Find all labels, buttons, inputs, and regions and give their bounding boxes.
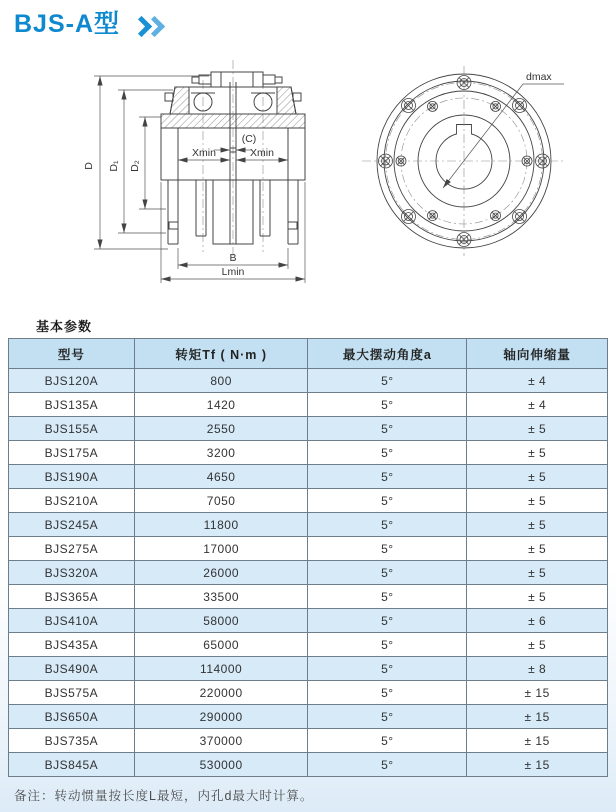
centerlines: [203, 60, 263, 264]
cell-torque: 370000: [134, 729, 308, 753]
double-right-chevron-icon: [134, 19, 160, 34]
cell-axial-expansion: ± 5: [467, 537, 608, 561]
dim-label-dmax: dmax: [526, 71, 552, 83]
dim-label-D: D: [83, 162, 95, 170]
cell-max-swing-angle: 5°: [308, 633, 467, 657]
cell-max-swing-angle: 5°: [308, 489, 467, 513]
cell-torque: 7050: [134, 489, 308, 513]
cell-max-swing-angle: 5°: [308, 441, 467, 465]
cell-max-swing-angle: 5°: [308, 753, 467, 777]
cell-torque: 290000: [134, 705, 308, 729]
cell-axial-expansion: ± 5: [467, 465, 608, 489]
table-row: [9, 753, 608, 777]
cell-max-swing-angle: 5°: [308, 657, 467, 681]
cell-model: BJS175A: [9, 441, 135, 465]
cell-axial-expansion: ± 5: [467, 633, 608, 657]
cell-axial-expansion: ± 5: [467, 561, 608, 585]
table-row: [9, 393, 608, 417]
cell-model: BJS320A: [9, 561, 135, 585]
table-row: [9, 537, 608, 561]
table-header-row: [9, 339, 608, 369]
cell-max-swing-angle: 5°: [308, 537, 467, 561]
cell-torque: 3200: [134, 441, 308, 465]
header-torque: 转矩Tf ( N·m ): [134, 339, 308, 369]
dim-label-D1: D₁: [108, 160, 120, 172]
dim-label-lmin: Lmin: [221, 266, 245, 278]
cell-torque: 4650: [134, 465, 308, 489]
cell-max-swing-angle: 5°: [308, 681, 467, 705]
cell-axial-expansion: ± 15: [467, 729, 608, 753]
parameters-table: [8, 338, 608, 777]
table-row: [9, 609, 608, 633]
page-header: [14, 8, 160, 40]
table-row: [9, 513, 608, 537]
cell-axial-expansion: ± 8: [467, 657, 608, 681]
cell-torque: 33500: [134, 585, 308, 609]
dim-label-D2: D₂: [129, 160, 141, 172]
cell-torque: 11800: [134, 513, 308, 537]
dim-label-c: (C): [241, 133, 257, 145]
table-row: [9, 489, 608, 513]
table-row: [9, 681, 608, 705]
dimension-labels: [83, 133, 274, 278]
cell-model: BJS190A: [9, 465, 135, 489]
cell-torque: 2550: [134, 417, 308, 441]
header-axial-expansion: 轴向伸缩量: [467, 339, 608, 369]
cell-torque: 114000: [134, 657, 308, 681]
cell-max-swing-angle: 5°: [308, 585, 467, 609]
table-row: [9, 729, 608, 753]
cell-axial-expansion: ± 5: [467, 489, 608, 513]
cell-model: BJS365A: [9, 585, 135, 609]
cell-model: BJS135A: [9, 393, 135, 417]
cell-model: BJS575A: [9, 681, 135, 705]
cell-axial-expansion: ± 4: [467, 393, 608, 417]
dim-label-xmin-right: Xmin: [250, 147, 274, 159]
cell-axial-expansion: ± 5: [467, 441, 608, 465]
page-title: BJS-A型: [14, 10, 121, 38]
cell-model: BJS275A: [9, 537, 135, 561]
chevron-right-icon: [144, 15, 165, 36]
cell-torque: 1420: [134, 393, 308, 417]
cell-max-swing-angle: 5°: [308, 369, 467, 393]
cell-torque: 26000: [134, 561, 308, 585]
table-row: [9, 441, 608, 465]
cell-model: BJS435A: [9, 633, 135, 657]
coupling-front-view: [350, 52, 610, 302]
cell-axial-expansion: ± 15: [467, 681, 608, 705]
cell-axial-expansion: ± 5: [467, 417, 608, 441]
cell-max-swing-angle: 5°: [308, 417, 467, 441]
cell-model: BJS120A: [9, 369, 135, 393]
cell-model: BJS245A: [9, 513, 135, 537]
header-model: 型号: [9, 339, 135, 369]
cell-model: BJS210A: [9, 489, 135, 513]
cell-max-swing-angle: 5°: [308, 729, 467, 753]
cell-model: BJS410A: [9, 609, 135, 633]
table-row: [9, 633, 608, 657]
cell-max-swing-angle: 5°: [308, 561, 467, 585]
cell-axial-expansion: ± 6: [467, 609, 608, 633]
coupling-section-view: [28, 52, 320, 308]
cell-axial-expansion: ± 4: [467, 369, 608, 393]
cell-torque: 220000: [134, 681, 308, 705]
cell-torque: 800: [134, 369, 308, 393]
cell-model: BJS155A: [9, 417, 135, 441]
cell-model: BJS650A: [9, 705, 135, 729]
cell-torque: 530000: [134, 753, 308, 777]
table-row: [9, 561, 608, 585]
section-title: 基本参数: [36, 319, 93, 334]
cell-axial-expansion: ± 15: [467, 753, 608, 777]
cell-max-swing-angle: 5°: [308, 609, 467, 633]
table-row: [9, 705, 608, 729]
cell-model: BJS845A: [9, 753, 135, 777]
table-row: [9, 369, 608, 393]
dim-label-b: B: [229, 252, 237, 264]
header-max-swing-angle: 最大摆动角度a: [308, 339, 467, 369]
cell-axial-expansion: ± 5: [467, 513, 608, 537]
cell-torque: 65000: [134, 633, 308, 657]
cell-axial-expansion: ± 5: [467, 585, 608, 609]
footnote: 备注：转动惯量按长度L最短，内孔d最大时计算。: [14, 789, 314, 803]
cell-model: BJS490A: [9, 657, 135, 681]
cell-max-swing-angle: 5°: [308, 513, 467, 537]
cell-max-swing-angle: 5°: [308, 705, 467, 729]
cell-torque: 17000: [134, 537, 308, 561]
table-row: [9, 657, 608, 681]
table-row: [9, 585, 608, 609]
cell-model: BJS735A: [9, 729, 135, 753]
dim-label-xmin-left: Xmin: [192, 147, 216, 159]
cell-max-swing-angle: 5°: [308, 393, 467, 417]
table-row: [9, 465, 608, 489]
cell-axial-expansion: ± 15: [467, 705, 608, 729]
table-row: [9, 417, 608, 441]
cell-torque: 58000: [134, 609, 308, 633]
cell-max-swing-angle: 5°: [308, 465, 467, 489]
